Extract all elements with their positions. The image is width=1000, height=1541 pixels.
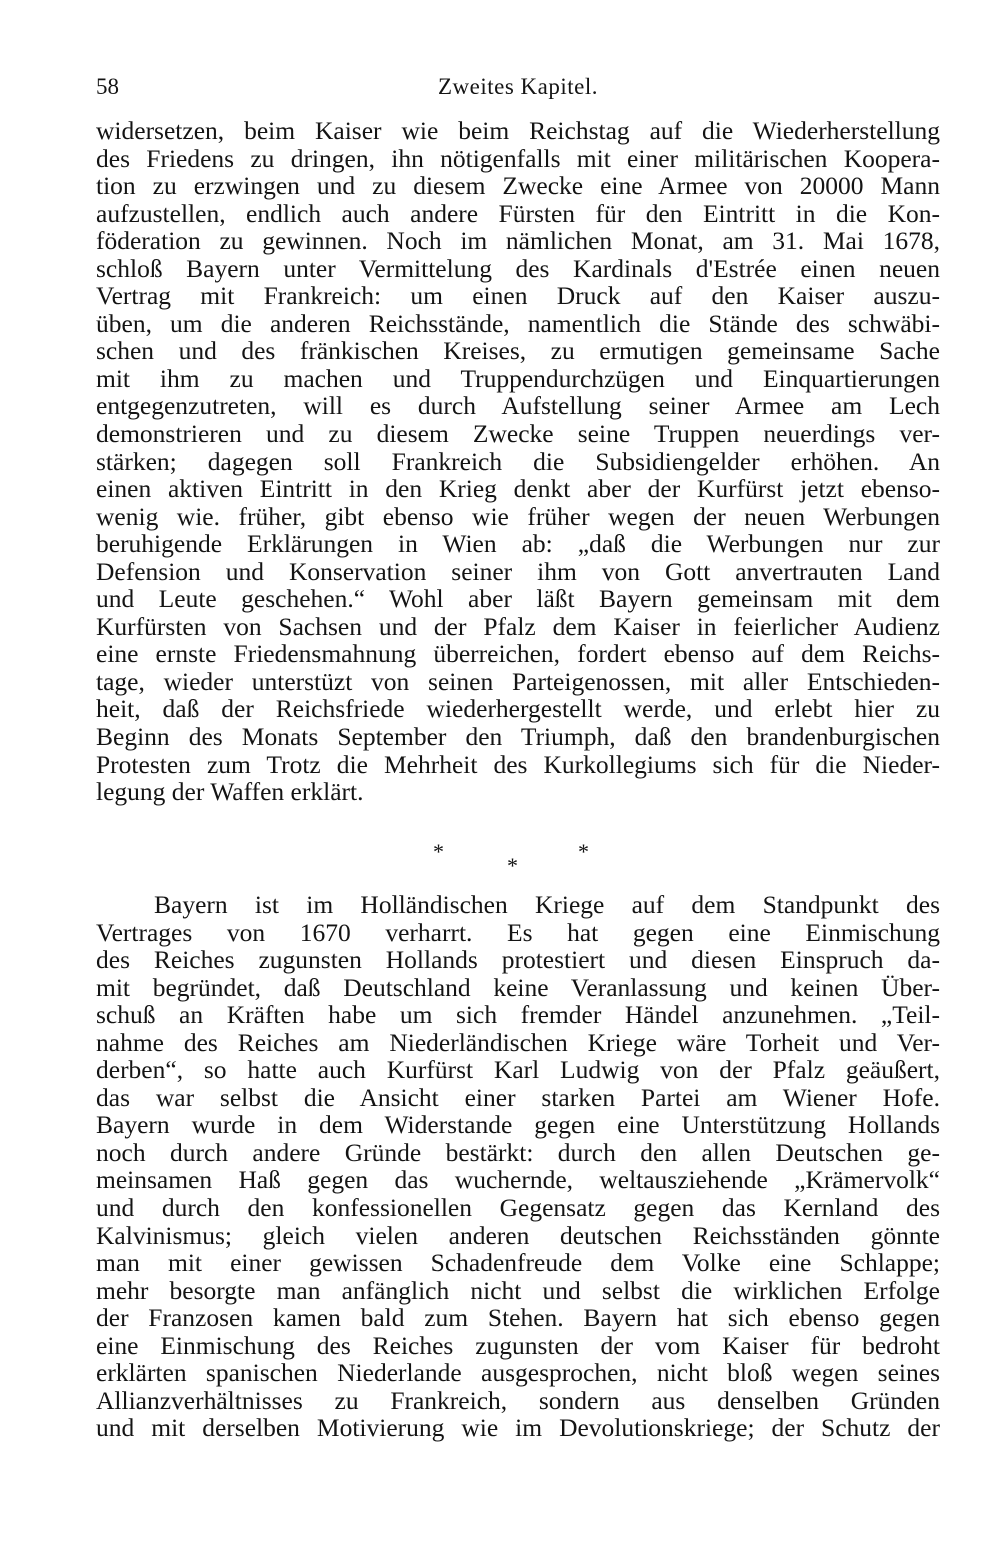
text-line: stärken; dagegen soll Frankreich die Subsidiengelder erhöhen. An (96, 446, 940, 476)
text-line: der Franzosen kamen bald zum Stehen. Bayern hat sich ebenso gegen (96, 1303, 940, 1333)
text-line: schloß Bayern unter Vermittelung des Kardinals d'Estrée einen neuen (96, 253, 940, 283)
text-line: derben“, so hatte auch Kurfürst Karl Ludwig von der Pfalz geäußert, (96, 1055, 940, 1085)
text-line: nahme des Reiches am Niederländischen Kriege wäre Torheit und Ver- (96, 1027, 940, 1057)
asterisk: * (507, 853, 518, 878)
paragraph-1 (96, 117, 940, 806)
text-line: schen und des fränkischen Kreises, zu ermutigen gemeinsame Sache (96, 336, 940, 366)
text-line: tion zu erzwingen und zu diesem Zwecke eine Armee von 20000 Mann (96, 171, 940, 201)
text-line: eine ernste Friedensmahnung überreichen, fordert ebenso auf dem Reichs- (96, 639, 940, 669)
text-line: wenig wie. früher, gibt ebenso wie früher wegen der neuen Werbungen (96, 501, 940, 531)
text-line: mehr besorgte man anfänglich nicht und selbst die wirklichen Erfolge (96, 1275, 940, 1305)
paragraph-2 (96, 891, 940, 1442)
text-line: Bayern wurde in dem Widerstande gegen eine Unterstützung Hollands (96, 1110, 940, 1140)
text-line: noch durch andere Gründe bestärkt: durch den allen Deutschen ge- (96, 1137, 940, 1167)
text-line: eine Einmischung des Reiches zugunsten der vom Kaiser für bedroht (96, 1330, 940, 1360)
text-line: erklärten spanischen Niederlande ausgesprochen, nicht bloß wegen seines (96, 1358, 940, 1388)
text-line: föderation zu gewinnen. Noch im nämlichen Monat, am 31. Mai 1678, (96, 226, 940, 256)
text-line: einen aktiven Eintritt in den Krieg denkt aber der Kurfürst jetzt ebenso- (96, 474, 940, 504)
text-line: aufzustellen, endlich auch andere Fürsten für den Eintritt in die Kon- (96, 198, 940, 228)
section-break (0, 837, 1000, 877)
asterisk: * (578, 839, 589, 864)
text-line: Protesten zum Trotz die Mehrheit des Kurkollegiums sich für die Nieder- (96, 749, 940, 779)
text-line: beruhigende Erklärungen in Wien ab: „daß die Werbungen nur zur (96, 529, 940, 559)
text-line: meinsamen Haß gegen das wuchernde, weltausziehende „Krämervolk“ (96, 1165, 940, 1195)
text-line: mit ihm zu machen und Truppendurchzügen und Einquartierungen (96, 363, 940, 393)
running-title: Zweites Kapitel. (437, 74, 598, 99)
text-line: legung der Waffen erklärt. (96, 777, 364, 807)
text-line: des Friedens zu dringen, ihn nötigenfalls mit einer militärischen Koopera- (96, 143, 940, 173)
text-line: entgegenzutreten, will es durch Aufstellung seiner Armee am Lech (96, 391, 940, 421)
text-line: Vertrages von 1670 verharrt. Es hat gegen eine Einmischung (96, 917, 940, 947)
text-line: man mit einer gewissen Schadenfreude dem Volke eine Schlappe; (96, 1248, 940, 1278)
text-line: Kurfürsten von Sachsen und der Pfalz dem Kaiser in feierlicher Audienz (96, 611, 940, 641)
text-line: Kalvinismus; gleich vielen anderen deutschen Reichsständen gönnte (96, 1220, 940, 1250)
page-number: 58 (96, 74, 119, 99)
text-line: Defension und Konservation seiner ihm von Gott anvertrauten Land (96, 556, 940, 586)
text-line: das war selbst die Ansicht einer starken Partei am Wiener Hofe. (96, 1082, 940, 1112)
text-line: Bayern ist im Holländischen Kriege auf dem Standpunkt des (154, 890, 940, 919)
text-line: und durch den konfessionellen Gegensatz gegen das Kernland des (96, 1193, 940, 1223)
text-line: mit begründet, daß Deutschland keine Veranlassung und keinen Über- (96, 972, 940, 1002)
text-line: Beginn des Monats September den Triumph, daß den brandenburgischen (96, 722, 940, 752)
text-line: üben, um die anderen Reichsstände, namentlich die Stände des schwäbi- (96, 308, 940, 338)
asterisk: * (433, 839, 444, 864)
text-line: Allianzverhältnisses zu Frankreich, sondern aus denselben Gründen (96, 1385, 940, 1415)
text-line: und mit derselben Motivierung wie im Devolutionskriege; der Schutz der (96, 1413, 940, 1443)
text-line: und Leute geschehen.“ Wohl aber läßt Bayern gemeinsam mit dem (96, 584, 940, 614)
text-line: schuß an Kräften habe um sich fremder Händel anzunehmen. „Teil- (96, 1000, 940, 1030)
text-line: widersetzen, beim Kaiser wie beim Reichstag auf die Wiederherstellung (96, 116, 940, 145)
text-line: Vertrag mit Frankreich: um einen Druck auf den Kaiser auszu- (96, 281, 940, 311)
text-line: des Reiches zugunsten Hollands protestiert und diesen Einspruch da- (96, 945, 940, 975)
text-line: heit, daß der Reichsfriede wiederhergestellt werde, und erlebt hier zu (96, 694, 940, 724)
text-line: tage, wieder unterstüzt von seinen Parteigenossen, mit aller Entschieden- (96, 666, 940, 696)
text-line: demonstrieren und zu diesem Zwecke seine Truppen neuerdings ver- (96, 419, 940, 449)
page-header (96, 74, 940, 108)
